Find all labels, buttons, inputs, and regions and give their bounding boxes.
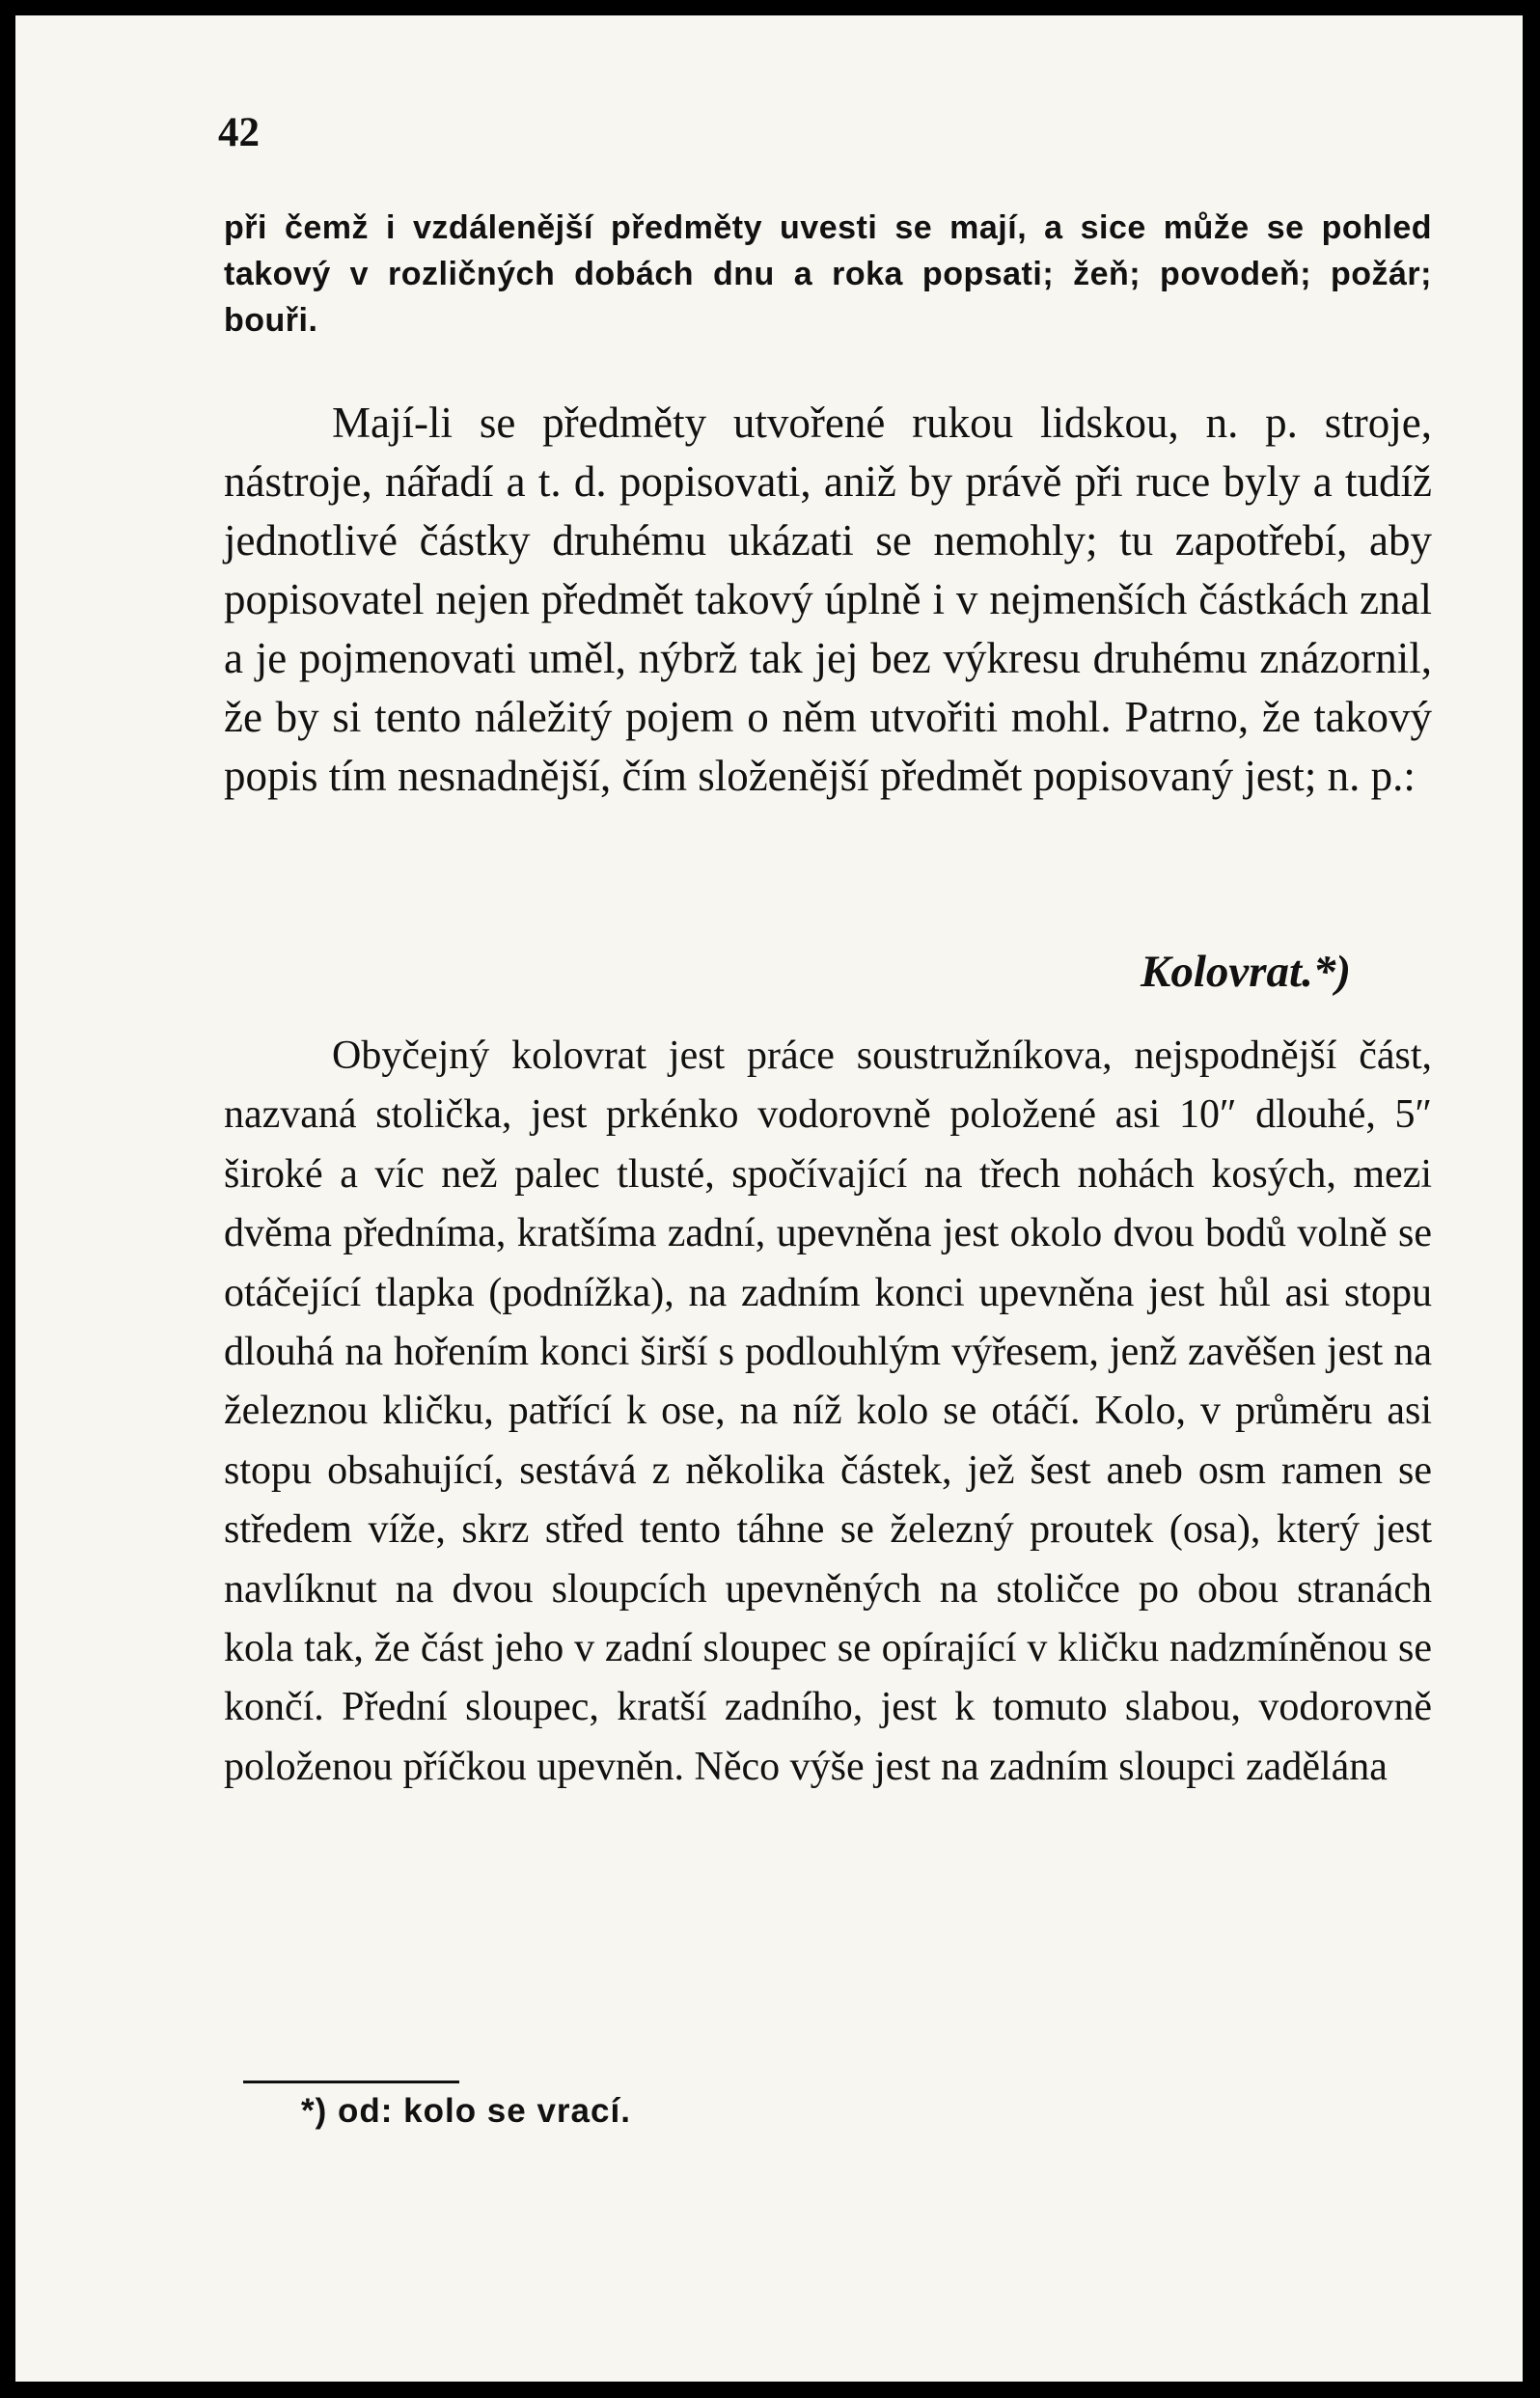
paragraph-spinning-wheel: Obyčejný kolovrat jest práce soustružníkova, nejspodnější část, nazvaná stolička, jest prkénko vodorovně položené asi 10″ dlouhé, 5″ široké a víc než palec tlusté, spočívající na třech nohách kosých, mezi dvěma předníma, kratšíma zadní, upevněna jest okolo dvou bodů volně se otáčející tlapka (podnížka), na zadním konci upevněna jest hůl asi stopu dlouhá na hořením konci širší s podlouhlým výřesem, jenž zavěšen jest na železnou kličku, patřící k ose, na níž kolo se otáčí. Kolo, v průměru asi stopu obsahující, sestává z několika částek, jež šest aneb osm ramen se středem víže, skrz střed tento táhne se železný proutek (osa), který jest navlíknut na dvou sloupcích upevněných na stoličce po obou stranách kola tak, že část jeho v zadní sloupec se opírající v kličku nadzmíněnou se končí. Přední sloupec, kratší zadního, jest k tomuto slabou, vodorovně položenou příčkou upevněn. Něco výše jest na zadním sloupci zadělána xyxy=(224,1034,1432,1789)
footnote-divider xyxy=(243,2081,459,2083)
footnote: *) od: kolo se vrací. xyxy=(301,2092,631,2130)
page-number: 42 xyxy=(218,110,260,155)
book-page xyxy=(15,15,1523,2382)
paragraph-tools-description: Mají-li se předměty utvořené rukou lidskou, n. p. stroje, nástroje, nářadí a t. d. popisovati, aniž by právě při ruce byly a tudíž jednotlivé částky druhému ukázati se nemohly; tu zapotřebí, aby popisovatel nejen předmět takový úplně i v nejmenších částkách znal a je pojmenovati uměl, nýbrž tak jej bez výkresu druhému znázornil, že by si tento náležitý pojem o něm utvořiti mohl. Patrno, že takový popis tím nesnadnější, čím složenější předmět popisovaný jest; n. p.: xyxy=(224,399,1432,800)
section-title-text: Kolovrat.*) xyxy=(1140,947,1351,997)
section-heading xyxy=(15,946,1351,998)
paragraph-continuation: při čemž i vzdálenější předměty uvesti se mají, a sice může se pohled takový v rozličných dobách dnu a roka popsati; žeň; povodeň; požár; bouři. xyxy=(224,209,1432,339)
